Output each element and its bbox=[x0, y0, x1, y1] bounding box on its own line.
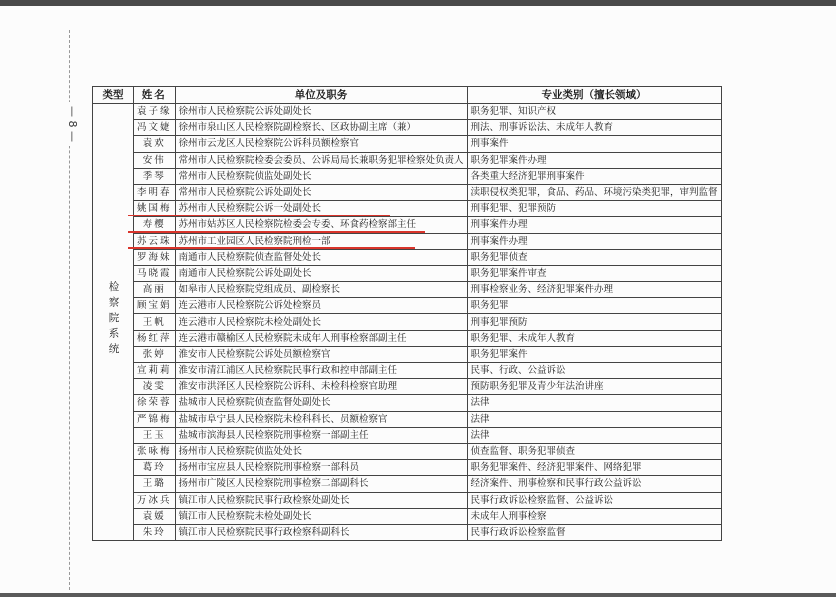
unit-position: 苏州市姑苏区人民检察院检委会专委、环食药检察部主任 bbox=[175, 217, 467, 233]
specialty: 民事、行政、公益诉讼 bbox=[467, 363, 721, 379]
table-row bbox=[93, 346, 722, 362]
table-row bbox=[93, 492, 722, 508]
table-row bbox=[93, 330, 722, 346]
person-name: 安伟 bbox=[134, 152, 176, 168]
unit-position: 常州市人民检察院侦监处副处长 bbox=[175, 168, 467, 184]
table-row bbox=[93, 249, 722, 265]
person-name: 张婷 bbox=[134, 346, 176, 362]
specialty: 法律 bbox=[467, 427, 721, 443]
unit-position: 淮安市清江浦区人民检察院民事行政和控申部副主任 bbox=[175, 363, 467, 379]
unit-position: 盐城市人民检察院侦查监督处副处长 bbox=[175, 395, 467, 411]
unit-position: 如皋市人民检察院党组成员、副检察长 bbox=[175, 282, 467, 298]
unit-position: 苏州市人民检察院公诉一处副处长 bbox=[175, 201, 467, 217]
specialty: 刑事犯罪、犯罪预防 bbox=[467, 201, 721, 217]
specialty: 法律 bbox=[467, 395, 721, 411]
specialty: 刑法、刑事诉讼法、未成年人教育 bbox=[467, 120, 721, 136]
specialty: 法律 bbox=[467, 411, 721, 427]
specialty: 职务犯罪案件办理 bbox=[467, 152, 721, 168]
specialty: 刑事案件 bbox=[467, 136, 721, 152]
group-label: 检察院系统 bbox=[107, 281, 120, 359]
unit-position: 扬州市人民检察院侦监处处长 bbox=[175, 443, 467, 459]
person-name: 万冰兵 bbox=[134, 492, 176, 508]
person-name: 宣莉莉 bbox=[134, 363, 176, 379]
page-number: — 8 — bbox=[66, 102, 79, 146]
unit-position: 徐州市泉山区人民检察院副检察长、区政协副主席（兼） bbox=[175, 120, 467, 136]
specialty: 经济案件、刑事检察和民事行政公益诉讼 bbox=[467, 476, 721, 492]
person-name: 袁媛 bbox=[134, 508, 176, 524]
specialty: 职务犯罪案件审查 bbox=[467, 265, 721, 281]
specialty: 各类重大经济犯罪刑事案件 bbox=[467, 168, 721, 184]
person-name: 季琴 bbox=[134, 168, 176, 184]
table-row bbox=[93, 460, 722, 476]
person-name: 凌雯 bbox=[134, 379, 176, 395]
table-body bbox=[93, 104, 722, 541]
table-row bbox=[93, 395, 722, 411]
table-row bbox=[93, 265, 722, 281]
expert-roster-table bbox=[92, 86, 722, 541]
unit-position: 苏州市工业园区人民检察院刑检一部 bbox=[175, 233, 467, 249]
table-row bbox=[93, 168, 722, 184]
specialty: 职务犯罪案件、经济犯罪案件、网络犯罪 bbox=[467, 460, 721, 476]
person-name: 李明春 bbox=[134, 184, 176, 200]
unit-position: 镇江市人民检察院未检处副处长 bbox=[175, 508, 467, 524]
table-row bbox=[93, 298, 722, 314]
specialty: 职务犯罪、未成年人教育 bbox=[467, 330, 721, 346]
header-type: 类型 bbox=[93, 87, 134, 104]
table-row bbox=[93, 152, 722, 168]
unit-position: 镇江市人民检察院民事行政检察处副处长 bbox=[175, 492, 467, 508]
table-row bbox=[93, 104, 722, 120]
person-name: 徐荣蓉 bbox=[134, 395, 176, 411]
document-page bbox=[0, 6, 836, 593]
specialty: 刑事案件办理 bbox=[467, 233, 721, 249]
header-unit-position: 单位及职务 bbox=[175, 87, 467, 104]
specialty: 职务犯罪 bbox=[467, 298, 721, 314]
person-name: 王帆 bbox=[134, 314, 176, 330]
table-row bbox=[93, 363, 722, 379]
person-name: 苏云珠 bbox=[134, 233, 176, 249]
person-name: 王璐 bbox=[134, 476, 176, 492]
person-name: 葛玲 bbox=[134, 460, 176, 476]
red-pen-underline bbox=[128, 231, 426, 233]
specialty: 刑事案件办理 bbox=[467, 217, 721, 233]
table-row bbox=[93, 476, 722, 492]
specialty: 职务犯罪侦查 bbox=[467, 249, 721, 265]
person-name: 姚国梅 bbox=[134, 201, 176, 217]
specialty: 民事行政诉讼检察监督 bbox=[467, 524, 721, 540]
table-row bbox=[93, 379, 722, 395]
scanner-bottom-edge bbox=[0, 593, 836, 597]
person-name: 寿樱 bbox=[134, 217, 176, 233]
unit-position: 扬州市广陵区人民检察院刑事检察二部副科长 bbox=[175, 476, 467, 492]
specialty: 刑事犯罪预防 bbox=[467, 314, 721, 330]
unit-position: 淮安市人民检察院公诉处员额检察官 bbox=[175, 346, 467, 362]
table-row bbox=[93, 184, 722, 200]
table-row bbox=[93, 443, 722, 459]
table-row bbox=[93, 120, 722, 136]
specialty: 民事行政诉讼检察监督、公益诉讼 bbox=[467, 492, 721, 508]
person-name: 张咏梅 bbox=[134, 443, 176, 459]
unit-position: 徐州市云龙区人民检察院公诉科员额检察官 bbox=[175, 136, 467, 152]
unit-position: 淮安市洪泽区人民检察院公诉科、未检科检察官助理 bbox=[175, 379, 467, 395]
person-name: 袁欢 bbox=[134, 136, 176, 152]
unit-position: 连云港市人民检察院未检处副处长 bbox=[175, 314, 467, 330]
table-row bbox=[93, 282, 722, 298]
person-name: 朱玲 bbox=[134, 524, 176, 540]
table-header-row bbox=[93, 87, 722, 104]
unit-position: 盐城市滨海县人民检察院刑事检察一部副主任 bbox=[175, 427, 467, 443]
table-row bbox=[93, 314, 722, 330]
header-name: 姓名 bbox=[134, 87, 176, 104]
unit-position: 南通市人民检察院侦查监督处处长 bbox=[175, 249, 467, 265]
person-name: 高丽 bbox=[134, 282, 176, 298]
table-row bbox=[93, 411, 722, 427]
specialty: 侦查监督、职务犯罪侦查 bbox=[467, 443, 721, 459]
unit-position: 徐州市人民检察院公诉处副处长 bbox=[175, 104, 467, 120]
person-name: 袁子缘 bbox=[134, 104, 176, 120]
unit-position: 镇江市人民检察院民事行政检察科副科长 bbox=[175, 524, 467, 540]
unit-position: 常州市人民检察院检委会委员、公诉局局长兼职务犯罪检察处负责人 bbox=[175, 152, 467, 168]
person-name: 顾宝娟 bbox=[134, 298, 176, 314]
unit-position: 南通市人民检察院公诉处副处长 bbox=[175, 265, 467, 281]
unit-position: 扬州市宝应县人民检察院刑事检察一部科员 bbox=[175, 460, 467, 476]
red-pen-underline bbox=[128, 215, 391, 217]
specialty: 刑事检察业务、经济犯罪案件办理 bbox=[467, 282, 721, 298]
person-name: 王玉 bbox=[134, 427, 176, 443]
person-name: 马晓霞 bbox=[134, 265, 176, 281]
unit-position: 常州市人民检察院公诉处副处长 bbox=[175, 184, 467, 200]
table-row bbox=[93, 136, 722, 152]
group-type-cell bbox=[93, 104, 134, 541]
unit-position: 连云港市人民检察院公诉处检察员 bbox=[175, 298, 467, 314]
table-row bbox=[93, 427, 722, 443]
person-name: 杨红萍 bbox=[134, 330, 176, 346]
specialty: 渎职侵权类犯罪，食品、药品、环境污染类犯罪，审判监督 bbox=[467, 184, 721, 200]
specialty: 预防职务犯罪及青少年法治讲座 bbox=[467, 379, 721, 395]
specialty: 职务犯罪、知识产权 bbox=[467, 104, 721, 120]
person-name: 罗海妹 bbox=[134, 249, 176, 265]
table-row bbox=[93, 508, 722, 524]
header-specialty: 专业类别（擅长领域） bbox=[467, 87, 721, 104]
table-row bbox=[93, 524, 722, 540]
unit-position: 盐城市阜宁县人民检察院未检科科长、员额检察官 bbox=[175, 411, 467, 427]
red-pen-underline bbox=[128, 247, 416, 249]
person-name: 冯文婕 bbox=[134, 120, 176, 136]
specialty: 未成年人刑事检察 bbox=[467, 508, 721, 524]
unit-position: 连云港市赣榆区人民检察院未成年人刑事检察部副主任 bbox=[175, 330, 467, 346]
person-name: 严锦梅 bbox=[134, 411, 176, 427]
specialty: 职务犯罪案件 bbox=[467, 346, 721, 362]
